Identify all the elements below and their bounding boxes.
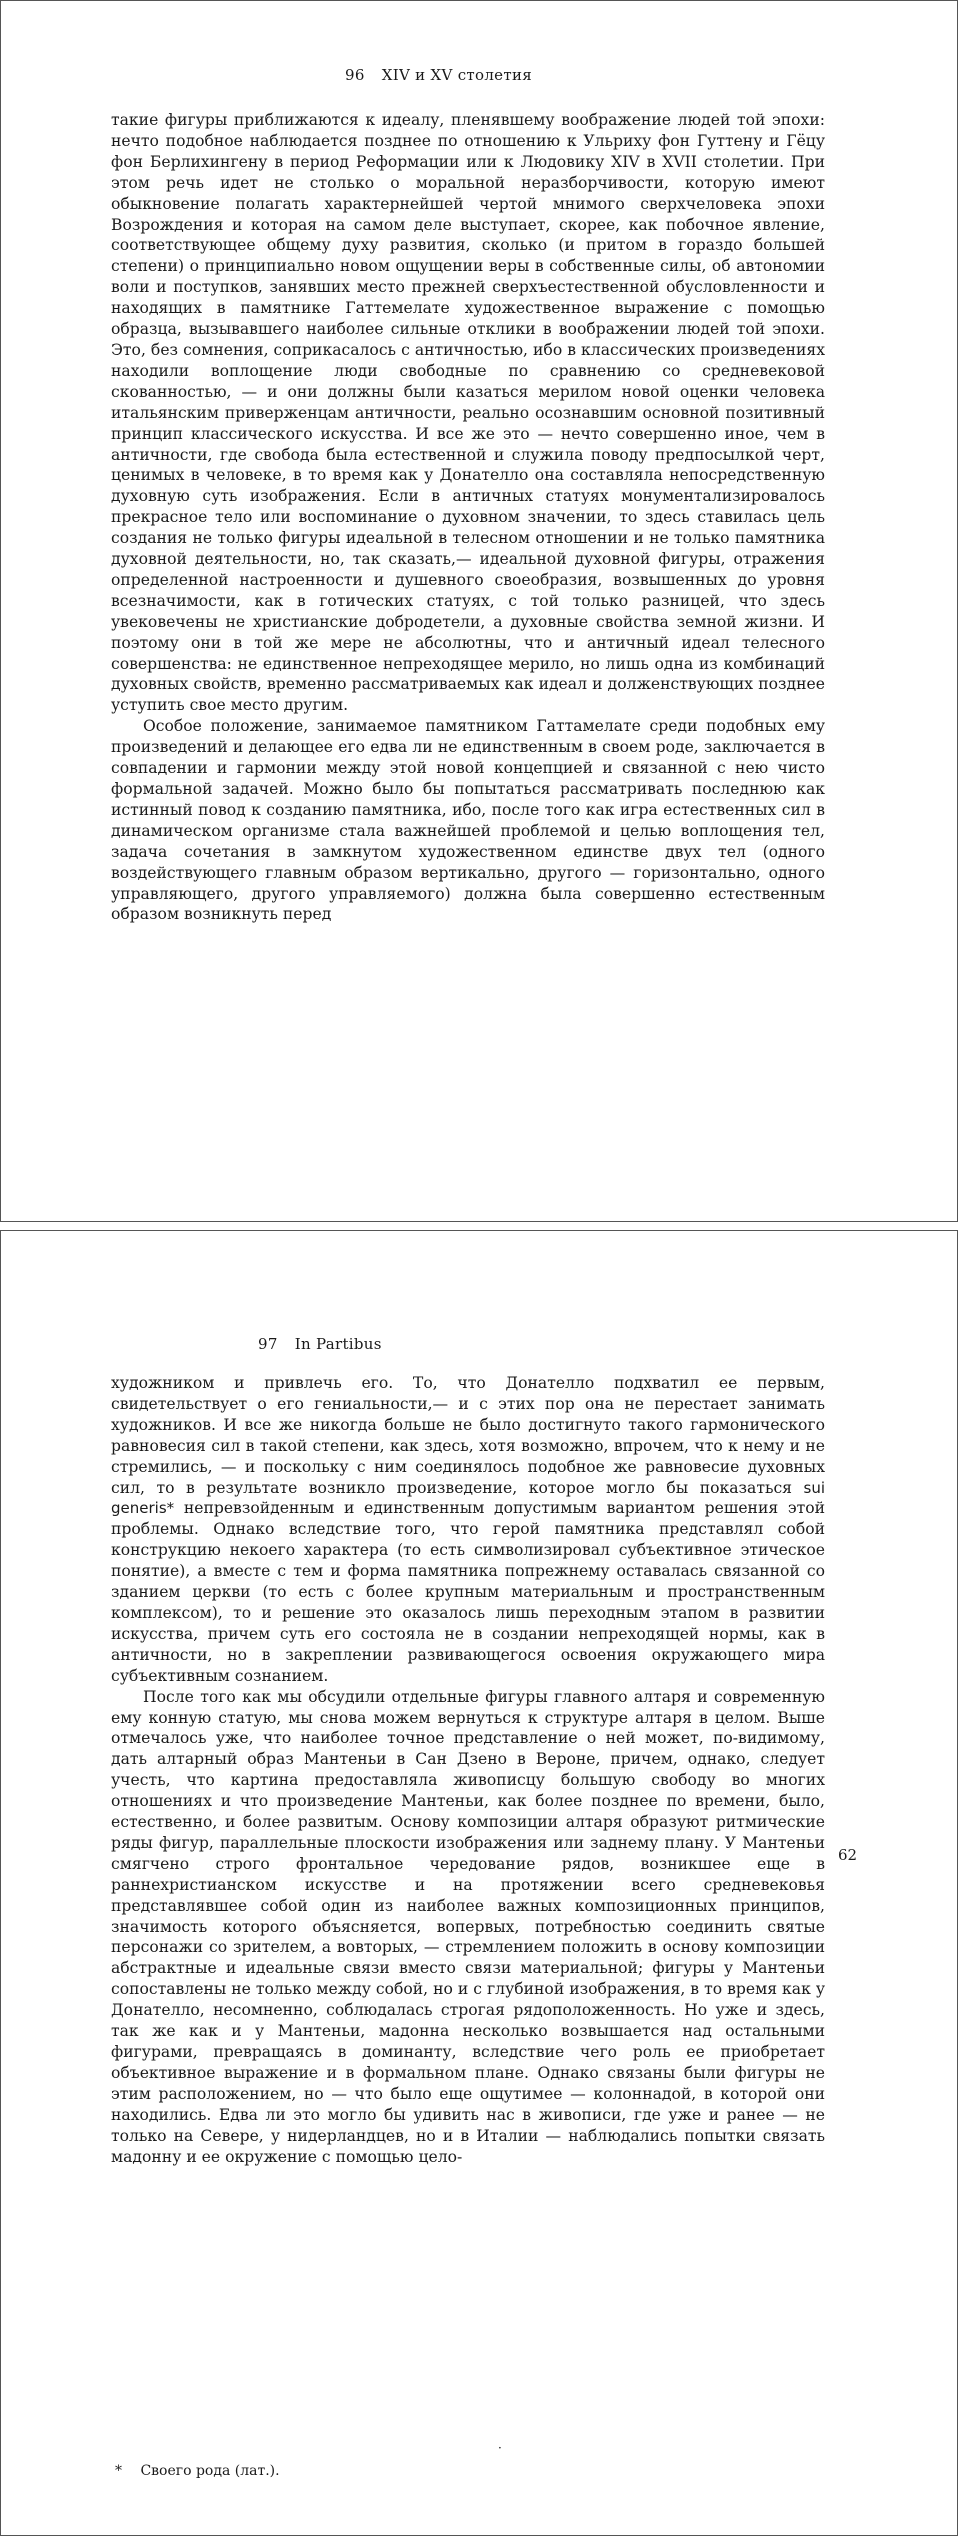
paragraph bbox=[111, 1373, 825, 1687]
running-head-page-96 bbox=[345, 66, 532, 84]
page-gap bbox=[0, 1222, 960, 1230]
running-head-page-97 bbox=[258, 1335, 382, 1353]
print-dot: · bbox=[498, 2441, 502, 2455]
paragraph-text: художником и привлечь его. То, что Донателло подхватил ее первым, свидетельствует о его гениальности,— и с этих пор она не перестает занимать художников. И все же никогда больше не было достигнуто такого гармонического равновесия сил в такой степени, как здесь, хотя возможно, впрочем, что к нему и не стремились, — и поскольку с ним соединялось подобное же равновесие духовных сил, то в результате возникло произведение, которое могло бы показаться bbox=[111, 1374, 825, 1497]
paragraph: Особое положение, занимаемое памятником Гаттамелате среди подобных ему произведений и делающее его едва ли не единственным в своем роде, заключается в совпадении и гармонии между этой новой концепцией и связанной с нею чисто формальной задачей. Можно было бы попытаться рассматривать последнюю как истинный повод к созданию памятника, ибо, после того как игра естественных сил в динамическом организме стала важнейшей проблемой и целью воплощения тел, задача сочетания в замкнутом художественном единстве двух тел (одного воздействующего главным образом вертикально, другого — горизонтально, одного управляющего, другого управляемого) должна была совершенно естественным образом возникнуть перед bbox=[111, 717, 825, 924]
footnote bbox=[115, 2463, 280, 2479]
page-number: 96 bbox=[345, 66, 365, 84]
paragraph-text: непревзойденным и единственным допустимым вариантом решения этой проблемы. Однако вследствие того, что герой памятника представлял собой конструкцию некоего характера (то есть символизировал субъективное этическое понятие), а вместе с тем и форма памятника попрежнему оставалась связанной со зданием церкви (то есть с более крупным материальным и пространственным комплексом), то и решение это оказалось лишь переходным этапом в развитии искусства, причем суть его состояла не в создании непреходящей нормы, как в античности, но в закреплении развивающегося освоения окружающего мира субъективным сознанием. bbox=[111, 1499, 825, 1685]
paragraph: такие фигуры приближаются к идеалу, пленявшему воображение людей той эпохи: нечто подобное наблюдается позднее по отношению к Ульриху фон Гуттену и Гёцу фон Берлихингену в период Реформации или к Людовику XIV в XVII столетии. При этом речь идет не столько о моральной неразборчивости, которую имеют обыкновение полагать характернейшей чертой мнимого сверхчеловека эпохи Возрождения и которая на самом деле выступает, скорее, как побочное явление, соответствующее общему духу развития, сколько (и притом в гораздо большей степени) о принципиально новом ощущении веры в собственные силы, об автономии воли и поступков, занявших место прежней сверхъестественной обусловленности и находящих в памятнике Гаттемелате художественное выражение с помощью образца, вызывавшего наиболее сильные отклики в воображении людей той эпохи. Это, без сомнения, соприкасалось с античностью, ибо в классических произведениях находили воплощение люди свободные по сравнению со средневековой скованностью, — и они должны были казаться мерилом новой оценки человека итальянским приверженцам античности, реально осознавшим основной позитивный принцип классического искусства. И все же это — нечто совершенно иное, чем в античности, где свобода была естественной и служила поводу предпосылкой черт, ценимых в человеке, в то время как у Донателло она составляла непосредственную духовную суть изображения. Если в античных статуях монументализировалось прекрасное тело или воспоминание о духовном значении, то здесь ставилась цель создания не только фигуры идеальной в телесном отношении и не только памятника духовной деятельности, но, так сказать,— идеальной духовной фигуры, отражения определенной настроенности и душевного своеобразия, возвышенных до уровня всезначимости, как в готических статуях, с той только разницей, что здесь увековечены не христианские добродетели, а духовные свойства земной жизни. И поэтому они в той же мере не абсолютны, что и античный идеал телесного совершенства: не единственное непреходящее мерило, но лишь одна из комбинаций духовных свойств, временно рассматриваемых как идеал и долженствующих позднее уступить свое место другим. bbox=[111, 111, 825, 715]
footnote-mark: * bbox=[115, 2463, 122, 2479]
running-head-title: XIV и XV столетия bbox=[381, 66, 533, 84]
page-96-body bbox=[111, 110, 825, 925]
latin-term: sui generis* bbox=[111, 1478, 825, 1518]
footnote-text: Своего рода (лат.). bbox=[140, 2463, 280, 2479]
paragraph: После того как мы обсудили отдельные фигуры главного алтаря и современную ему конную статую, мы снова можем вернуться к структуре алтаря в целом. Выше отмечалось уже, что наиболее точное представление о ней может, по-видимому, дать алтарный образ Мантеньи в Сан Дзено в Вероне, причем, однако, следует учесть, что картина предоставляла живописцу большую свободу во многих отношениях и что произведение Мантеньи, как более позднее по времени, было, естественно, и более развитым. Основу композиции алтаря образуют ритмические ряды фигур, параллельные плоскости изображения или заднему плану. У Мантеньи смягчено строго фронтальное чередование рядов, возникшее еще в раннехристианском искусстве и на протяжении всего средневековья представлявшее собой один из наиболее важных композиционных принципов, значимость которого объясняется, вопервых, потребностью соединить святые персонажи со зрителем, а вовторых, — стремлением положить в основу композиции абстрактные и идеальные связи вместо связи материальной; фигуры у Мантеньи сопоставлены не только между собой, но и с глубиной изображения, в то время как у Донателло, несомненно, соблюдалась строгая рядоположенность. Но уже и здесь, так же как и у Мантеньи, мадонна несколько возвышается над остальными фигурами, превращаясь в доминанту, вследствие чего роль ее приобретает объективное выражение и в формальном плане. Однако связаны были фигуры не этим расположением, но — что было еще ощутимее — колоннадой, в которой они находились. Едва ли это могло бы удивить нас в живописи, где уже и ранее — не только на Севере, у нидерландцев, но и в Италии — наблюдались попытки связать мадонну и ее окружение с помощью цело- bbox=[111, 1687, 825, 2166]
page-number: 97 bbox=[258, 1335, 278, 1353]
running-head-title: In Partibus bbox=[294, 1335, 382, 1353]
page-97-body bbox=[111, 1373, 825, 2167]
margin-reference-number: 62 bbox=[838, 1846, 858, 1864]
